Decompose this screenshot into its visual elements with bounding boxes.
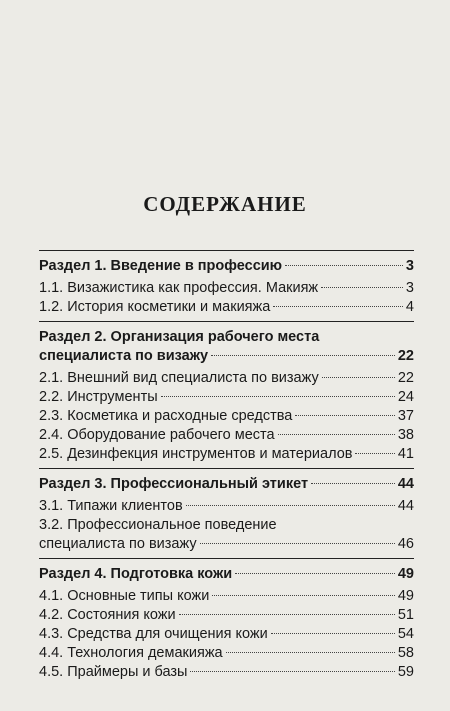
- dot-leader: [311, 483, 395, 484]
- page-number: 59: [397, 664, 414, 680]
- page-number: 44: [397, 498, 414, 514]
- toc-section-4: [39, 558, 414, 682]
- page-number: 51: [397, 607, 414, 623]
- toc-entry: [39, 388, 414, 407]
- dot-leader: [322, 377, 395, 378]
- toc-entry-text: 2.4. Оборудование рабочего места: [39, 427, 275, 443]
- page-number: 54: [397, 626, 414, 642]
- page-number: 44: [397, 476, 414, 492]
- toc-entry: [39, 369, 414, 388]
- dot-leader: [211, 355, 395, 356]
- toc-entry-text: 3.1. Типажи клиентов: [39, 498, 183, 514]
- toc-entry-text: 1.2. История косметики и макияжа: [39, 299, 271, 315]
- section-heading-text: Раздел 1. Введение в профессию: [39, 258, 283, 274]
- dot-leader: [355, 453, 394, 454]
- toc-entry: [39, 407, 414, 426]
- show-through-text: [0, 0, 450, 180]
- toc-entry-text: 2.2. Инструменты: [39, 389, 158, 405]
- page-number: 24: [397, 389, 414, 405]
- toc-entry-text: 4.1. Основные типы кожи: [39, 588, 210, 604]
- page-number: 37: [397, 408, 414, 424]
- toc-entry: [39, 606, 414, 625]
- dot-leader: [321, 287, 403, 288]
- section-heading: [39, 257, 414, 276]
- toc-section-2: [39, 321, 414, 464]
- toc-entry-text: 2.1. Внешний вид специалиста по визажу: [39, 370, 319, 386]
- toc-entry-text: 4.4. Технология демакияжа: [39, 645, 223, 661]
- section-heading-text: Раздел 4. Подготовка кожи: [39, 566, 233, 582]
- dot-leader: [235, 573, 395, 574]
- page-number: 22: [397, 348, 414, 364]
- page-number: 41: [397, 446, 414, 462]
- toc-entry: [39, 625, 414, 644]
- dot-leader: [190, 671, 394, 672]
- dot-leader: [179, 614, 395, 615]
- section-heading: [39, 475, 414, 494]
- section-heading: [39, 328, 414, 366]
- section-heading-text: специалиста по визажу: [39, 348, 209, 364]
- toc-entry-text: 2.5. Дезинфекция инструментов и материалов: [39, 446, 353, 462]
- page-number: 58: [397, 645, 414, 661]
- toc-entry: [39, 644, 414, 663]
- page-number: 22: [397, 370, 414, 386]
- dot-leader: [273, 306, 403, 307]
- dot-leader: [226, 652, 395, 653]
- toc-section-3: [39, 468, 414, 554]
- page-number: 3: [405, 280, 414, 296]
- toc-entry-text: 4.2. Состояния кожи: [39, 607, 176, 623]
- toc-entry-text: 2.3. Косметика и расходные средства: [39, 408, 293, 424]
- page-number: 46: [397, 536, 414, 552]
- section-heading-text: Раздел 3. Профессиональный этикет: [39, 476, 309, 492]
- dot-leader: [212, 595, 395, 596]
- toc-entry-text: 4.3. Средства для очищения кожи: [39, 626, 268, 642]
- page-number: 38: [397, 427, 414, 443]
- toc-entry: [39, 587, 414, 606]
- toc-entry: [39, 516, 414, 554]
- dot-leader: [161, 396, 395, 397]
- toc-entry-text: 3.2. Профессиональное поведение: [39, 517, 277, 533]
- toc-entry: [39, 445, 414, 464]
- toc-entry-text: 4.5. Праймеры и базы: [39, 664, 188, 680]
- table-of-contents: [39, 250, 414, 686]
- page-title: СОДЕРЖАНИЕ: [143, 192, 307, 216]
- toc-entry-text: 1.1. Визажистика как профессия. Макияж: [39, 280, 319, 296]
- page-number: 3: [405, 258, 414, 274]
- page-number: 4: [405, 299, 414, 315]
- dot-leader: [278, 434, 395, 435]
- page-number: 49: [397, 588, 414, 604]
- toc-entry-text: специалиста по визажу: [39, 536, 197, 552]
- dot-leader: [200, 543, 395, 544]
- dot-leader: [186, 505, 395, 506]
- toc-entry: [39, 279, 414, 298]
- toc-entry: [39, 426, 414, 445]
- toc-entry: [39, 497, 414, 516]
- dot-leader: [285, 265, 403, 266]
- section-heading-text: Раздел 2. Организация рабочего места: [39, 329, 320, 345]
- toc-entry: [39, 298, 414, 317]
- toc-entry: [39, 663, 414, 682]
- section-heading: [39, 565, 414, 584]
- toc-section-1: [39, 250, 414, 317]
- dot-leader: [271, 633, 395, 634]
- page-number: 49: [397, 566, 414, 582]
- dot-leader: [295, 415, 394, 416]
